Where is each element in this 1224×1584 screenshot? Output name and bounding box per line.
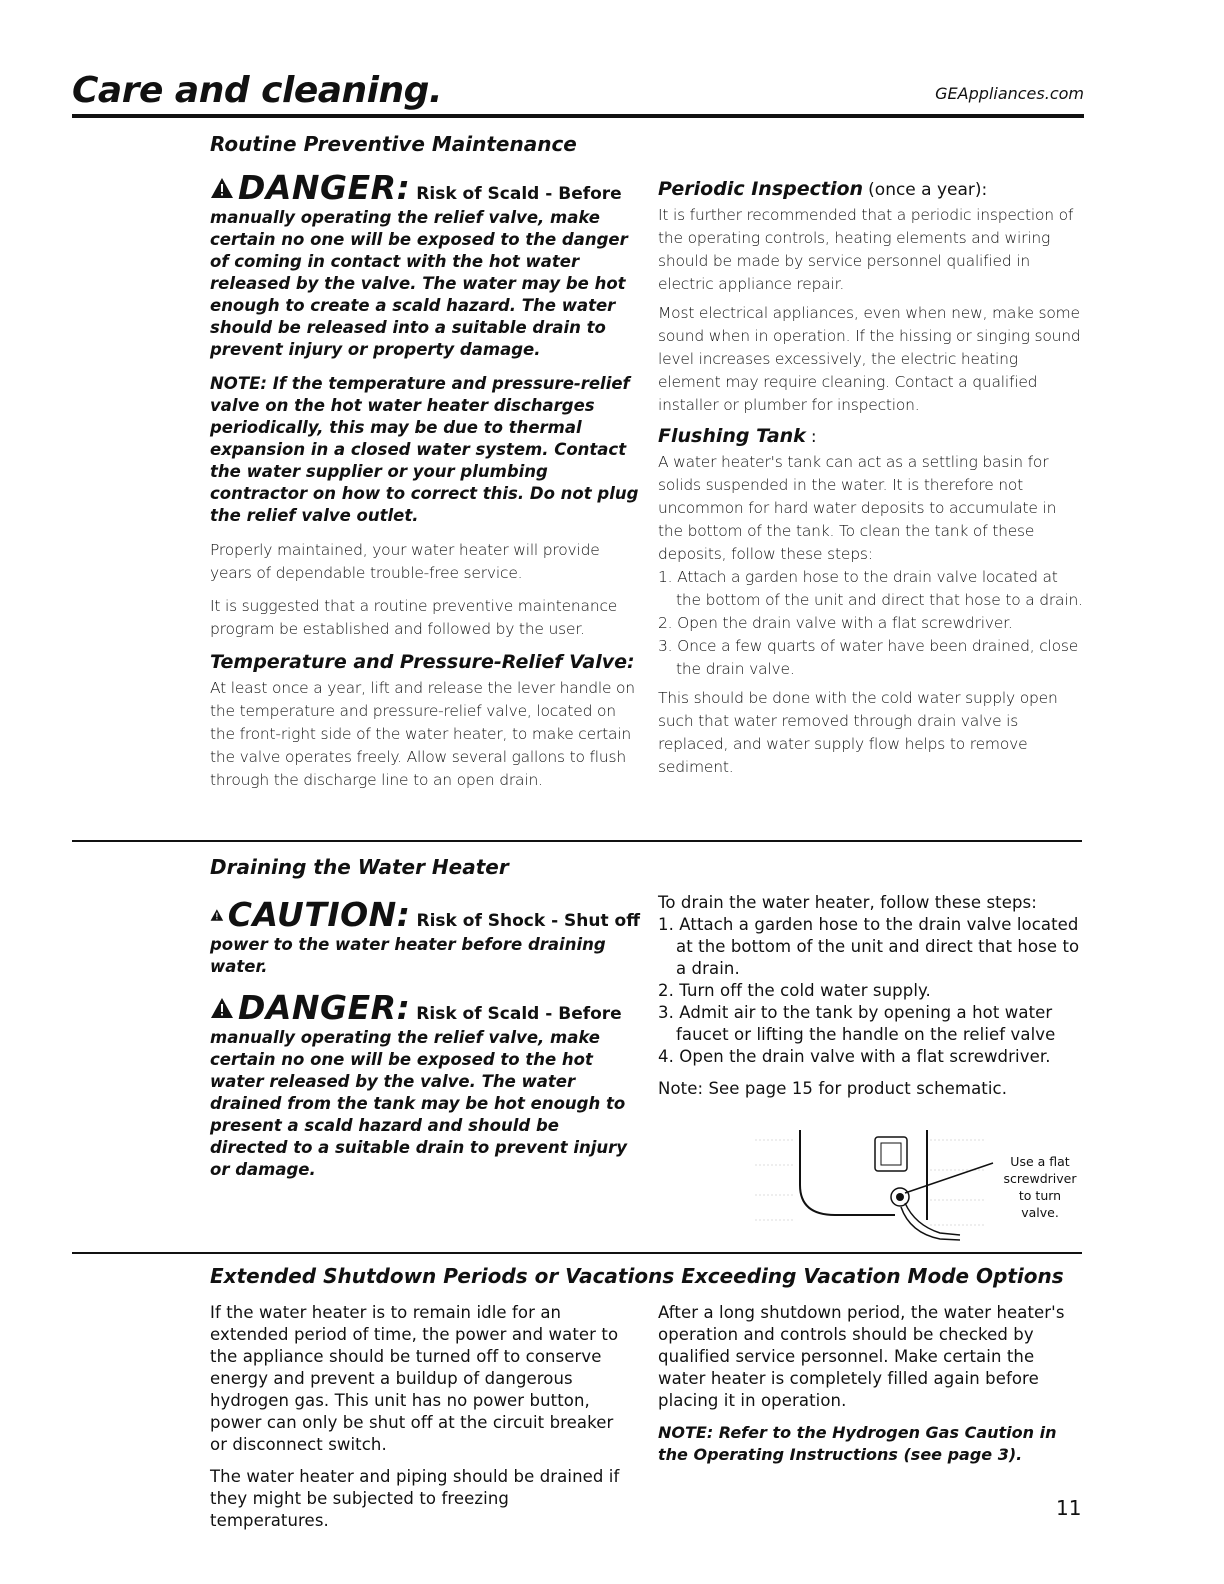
danger-text: manually operating the relief valve, make certain no one will be exposed to the danger of coming in contact with the hot water released by the valve. The water may be hot enough to create a scald hazard. The water should be released into a suitable drain to prevent injury or property damage. bbox=[210, 208, 628, 359]
flushing-supply-text: This should be done with the cold water supply open such that water removed through drain valve is replaced, and water supply flow helps to remove sediment. bbox=[658, 689, 1058, 776]
website-url: GEAppliances.com bbox=[935, 84, 1084, 103]
page-title: Care and cleaning. bbox=[72, 70, 443, 111]
caption-line: valve. bbox=[1021, 1205, 1059, 1220]
danger-text: manually operating the relief valve, make certain no one will be exposed to the hot water released by the valve. The water drained from the tank may be hot enough to present a scald hazard and should be directed to a suitable drain to prevent injury or damage. bbox=[210, 1028, 628, 1179]
flushing-steps bbox=[658, 566, 1083, 681]
draining-step: 3. Admit air to the tank by opening a hot water faucet or lifting the handle on the relief valve bbox=[658, 1003, 1056, 1044]
shutdown-heading: Extended Shutdown Periods or Vacations Exceeding Vacation Mode Options bbox=[210, 1264, 1064, 1288]
flushing-heading: Flushing Tank bbox=[658, 425, 806, 447]
flushing-step: 3. Once a few quarts of water have been drained, close the drain valve. bbox=[658, 637, 1079, 678]
drain-valve-illustration bbox=[755, 1125, 1000, 1243]
section-divider bbox=[72, 1252, 1082, 1254]
tpr-valve-text: At least once a year, lift and release the lever handle on the temperature and pressure-relief valve, located on the front-right side of the water heater, to make certain the valve operates freely. Allow several gallons to flush through the discharge line to an open drain. bbox=[210, 679, 635, 789]
caption-line: screwdriver bbox=[1003, 1171, 1077, 1186]
danger-risk: Risk of Scald - Before bbox=[416, 184, 622, 204]
hydrogen-note: NOTE: Refer to the Hydrogen Gas Caution in the Operating Instructions (see page 3). bbox=[658, 1423, 1057, 1464]
figure-caption bbox=[1000, 1153, 1080, 1221]
routine-danger-block bbox=[210, 168, 640, 792]
flushing-step: 1. Attach a garden hose to the drain valve located at the bottom of the unit and direct that hose to a drain. bbox=[658, 568, 1083, 609]
draining-step: 1. Attach a garden hose to the drain valve located at the bottom of the unit and direct that hose to a drain. bbox=[658, 915, 1080, 978]
tpr-valve-heading: Temperature and Pressure-Relief Valve: bbox=[210, 651, 635, 673]
flushing-step: 2. Open the drain valve with a flat screwdriver. bbox=[658, 614, 1013, 632]
shutdown-right-column bbox=[658, 1302, 1078, 1466]
maintenance-paragraph: Properly maintained, your water heater will provide years of dependable trouble-free service. bbox=[210, 541, 600, 582]
inspection-heading: Periodic Inspection bbox=[658, 178, 864, 200]
caption-line: Use a flat bbox=[1010, 1154, 1070, 1169]
schematic-note: Note: See page 15 for product schematic. bbox=[658, 1079, 1008, 1098]
draining-steps-column bbox=[658, 892, 1083, 1100]
freezing-text: The water heater and piping should be drained if they might be subjected to freezing temperatures. bbox=[210, 1467, 620, 1530]
draining-step: 2. Turn off the cold water supply. bbox=[658, 981, 931, 1000]
shutdown-left-column bbox=[210, 1302, 630, 1532]
caution-risk: Risk of Shock - Shut off bbox=[416, 911, 640, 931]
thermal-expansion-note: NOTE: If the temperature and pressure-relief valve on the hot water heater discharges periodically, this may be due to thermal expansion in a closed water system. Contact the water supplier or your plumbing contractor on how to correct this. Do not plug the relief valve outlet. bbox=[210, 374, 639, 525]
appliance-sound-text: Most electrical appliances, even when new, make some sound when in operation. If the hissing or singing sound level increases excessively, the electric heating element may require cleaning. Contact a qualified installer or plumber for inspection. bbox=[658, 304, 1081, 414]
routine-right-column bbox=[658, 178, 1083, 779]
inspection-text: It is further recommended that a periodic inspection of the operating controls, heating elements and wiring should be made by service personnel qualified in electric appliance repair. bbox=[658, 206, 1074, 293]
maintenance-program-paragraph: It is suggested that a routine preventive maintenance program be established and followed by the user. bbox=[210, 597, 618, 638]
routine-heading: Routine Preventive Maintenance bbox=[210, 132, 577, 156]
header-rule bbox=[72, 114, 1084, 118]
warning-triangle-icon bbox=[210, 997, 234, 1019]
danger-label: DANGER: bbox=[238, 988, 411, 1027]
section-divider bbox=[72, 840, 1082, 842]
flushing-colon: : bbox=[810, 427, 817, 447]
draining-heading: Draining the Water Heater bbox=[210, 855, 509, 879]
draining-intro: To drain the water heater, follow these steps: bbox=[658, 893, 1037, 912]
warning-triangle-icon bbox=[210, 177, 234, 199]
inspection-frequency: (once a year): bbox=[868, 180, 988, 200]
warning-triangle-icon bbox=[210, 904, 224, 926]
page-number: 11 bbox=[1056, 1496, 1082, 1520]
after-shutdown-text: After a long shutdown period, the water heater's operation and controls should be checked by qualified service personnel. Make certain the water heater is completely filled again before placing it in operation. bbox=[658, 1303, 1065, 1410]
danger-label: DANGER: bbox=[238, 168, 411, 207]
shutdown-text: If the water heater is to remain idle for an extended period of time, the power and water to the appliance should be turned off to conserve energy and prevent a buildup of dangerous hydrogen gas. This unit has no power button, power can only be shut off at the circuit breaker or disconnect switch. bbox=[210, 1303, 619, 1454]
draining-steps bbox=[658, 914, 1083, 1068]
draining-step: 4. Open the drain valve with a flat screwdriver. bbox=[658, 1047, 1051, 1066]
flushing-text: A water heater's tank can act as a settling basin for solids suspended in the water. It is therefore not uncommon for hard water deposits to accumulate in the bottom of the tank. To clean the tank of these deposits, follow these steps: bbox=[658, 453, 1057, 563]
danger-risk: Risk of Scald - Before bbox=[416, 1004, 622, 1024]
caution-text: power to the water heater before draining water. bbox=[210, 935, 606, 976]
draining-warnings bbox=[210, 895, 640, 1181]
caption-line: to turn bbox=[1018, 1188, 1062, 1203]
caution-label: CAUTION: bbox=[227, 895, 411, 934]
